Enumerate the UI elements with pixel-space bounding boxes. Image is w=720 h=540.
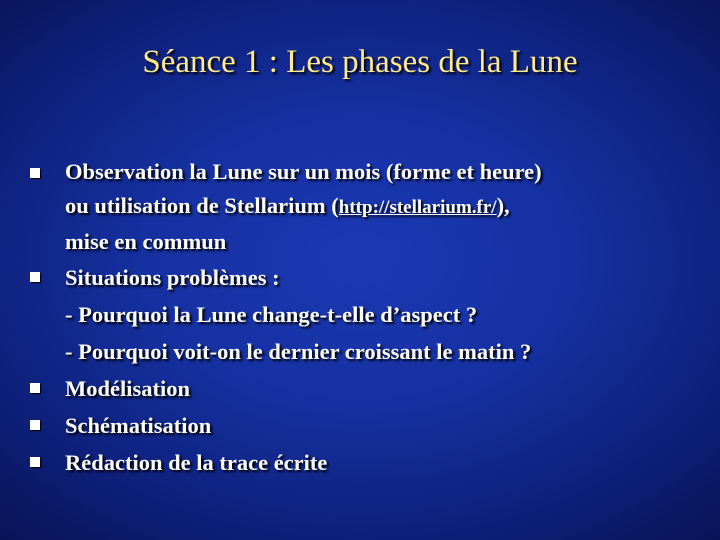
- bullet-text-segment: ),: [496, 193, 510, 218]
- bullet-line: Modélisation: [65, 376, 191, 401]
- bullet-line: Observation la Lune sur un mois (forme et heure): [65, 159, 542, 184]
- square-bullet-icon: [30, 272, 40, 282]
- bullet-text-segment: ou utilisation de Stellarium (: [65, 193, 339, 218]
- bullet-line: [65, 189, 700, 225]
- bullet-list: [30, 155, 700, 481]
- bullet-item-observation: [30, 155, 700, 259]
- bullet-line: - Pourquoi la Lune change-t-elle d’aspect ?: [65, 302, 478, 327]
- square-bullet-icon: [30, 457, 40, 467]
- square-bullet-icon: [30, 420, 40, 430]
- bullet-line: Rédaction de la trace écrite: [65, 450, 328, 475]
- bullet-line: mise en commun: [65, 229, 227, 254]
- bullet-item-situations: [30, 259, 700, 370]
- bullet-line: - Pourquoi voit-on le dernier croissant le matin ?: [65, 339, 532, 364]
- stellarium-link[interactable]: http://stellarium.fr/: [338, 197, 497, 218]
- bullet-line: Schématisation: [65, 413, 212, 438]
- bullet-item-redaction: [30, 444, 700, 481]
- slide-title: Séance 1 : Les phases de la Lune: [142, 44, 578, 80]
- square-bullet-icon: [30, 383, 40, 393]
- bullet-item-schematisation: [30, 407, 700, 444]
- square-bullet-icon: [30, 168, 40, 178]
- bullet-item-modelisation: [30, 370, 700, 407]
- bullet-line: Situations problèmes :: [65, 265, 280, 290]
